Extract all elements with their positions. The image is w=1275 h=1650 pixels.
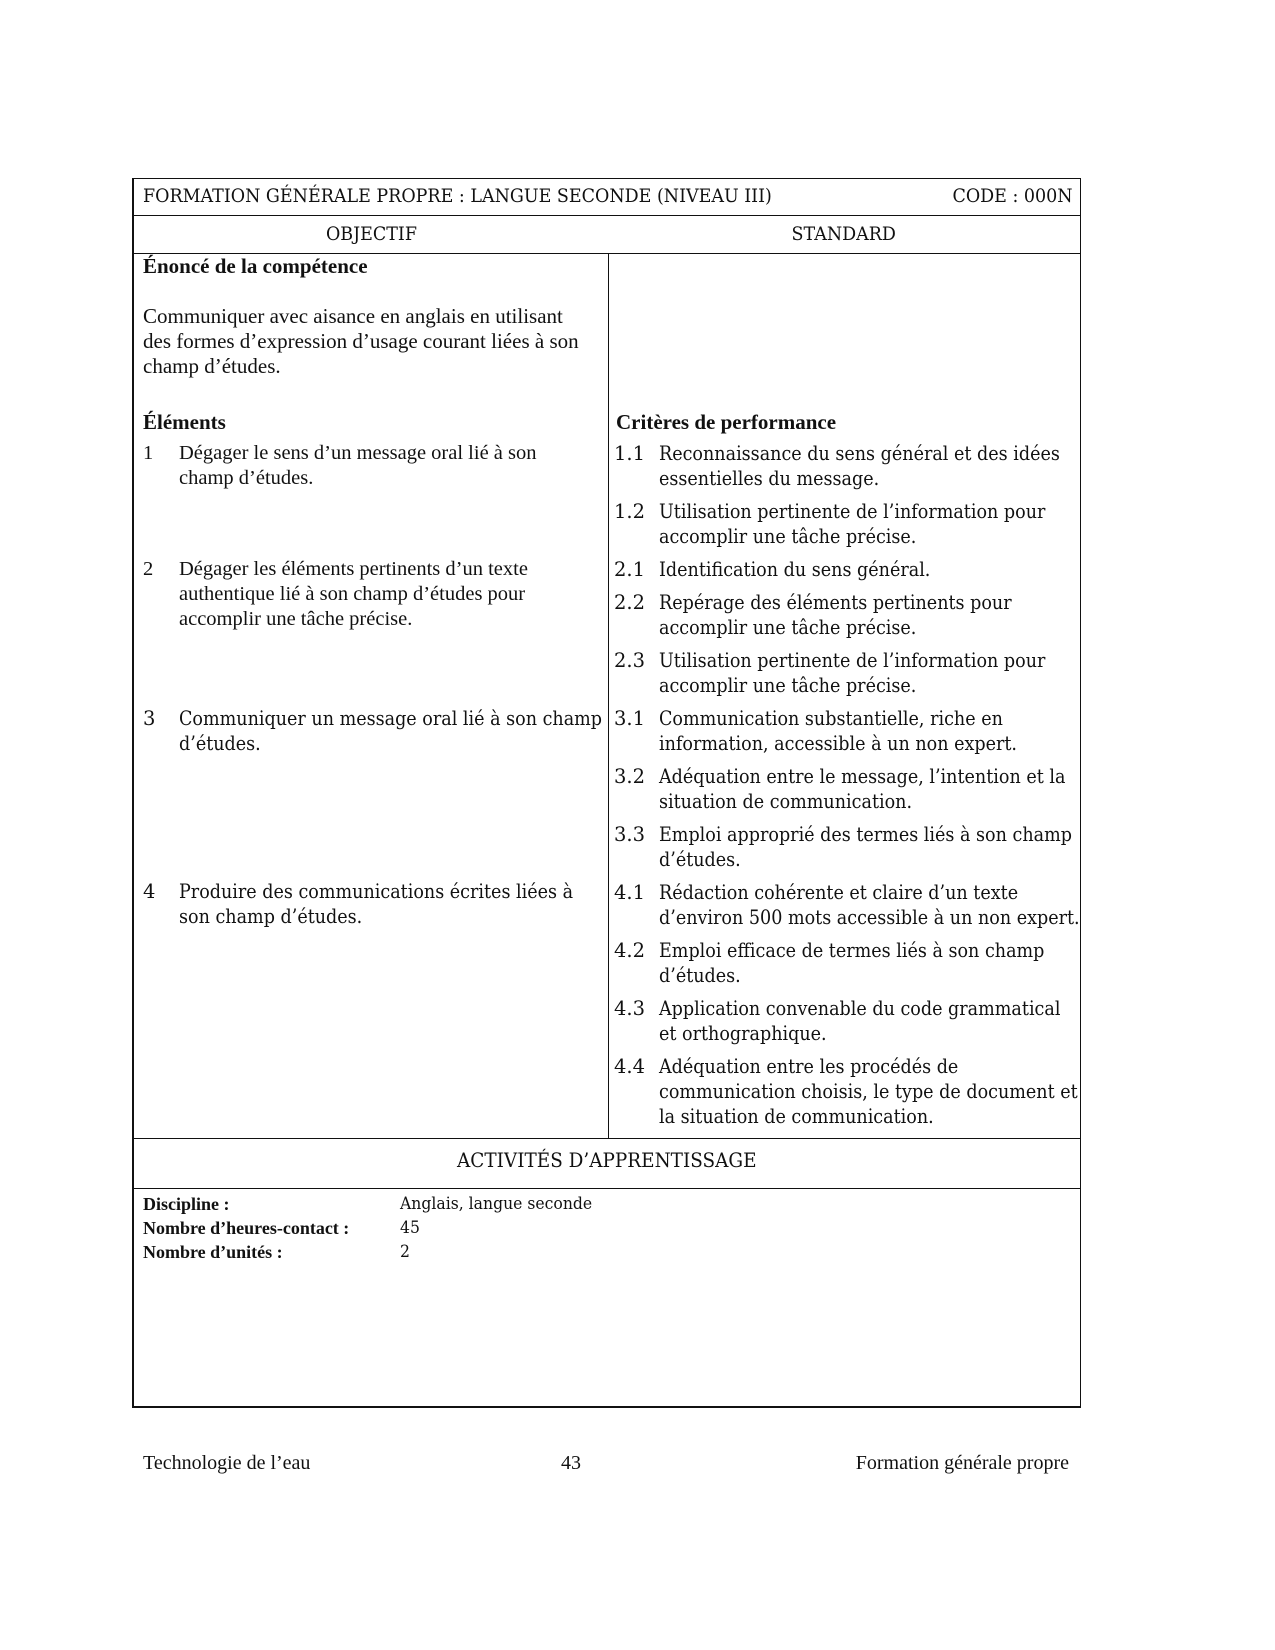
activity-label: Nombre d’heures-contact : <box>143 1218 350 1238</box>
column-header-objective <box>134 216 608 252</box>
criterion-line: accomplir une tâche précise. <box>659 525 917 548</box>
criterion-text <box>659 441 1060 491</box>
criterion-number: 4.2 <box>614 939 646 962</box>
criterion-number: 1.1 <box>614 442 646 465</box>
criterion-line: Repérage des éléments pertinents pour <box>659 591 1012 614</box>
criterion-line: Emploi efficace de termes liés à son champ <box>659 939 1045 962</box>
criterion-text <box>659 1054 1078 1129</box>
competence-line: des formes d’expression d’usage courant liées à son <box>143 329 579 353</box>
divider <box>134 1188 1080 1189</box>
competence-line: champ d’études. <box>143 354 281 378</box>
criterion-number: 3.1 <box>614 707 646 730</box>
criterion-text <box>659 764 1065 814</box>
criterion-item <box>614 938 1072 988</box>
criterion-line: situation de communication. <box>659 790 913 813</box>
criterion-item <box>614 499 1072 549</box>
footer-left: Technologie de l’eau <box>143 1452 311 1474</box>
criterion-number: 2.3 <box>614 649 646 672</box>
criterion-number: 2.1 <box>614 558 646 581</box>
activity-value-text: Anglais, langue seconde <box>400 1194 593 1214</box>
criterion-line: Reconnaissance du sens général et des idées <box>659 442 1060 465</box>
element-number: 2 <box>143 558 154 580</box>
element-line: authentique lié à son champ d’études pour <box>179 583 526 605</box>
criterion-item <box>614 706 1072 756</box>
course-code <box>942 181 1073 211</box>
criterion-number: 3.2 <box>614 765 646 788</box>
criterion-line: Adéquation entre le message, l’intention et la <box>659 765 1066 788</box>
criterion-line: d’environ 500 mots accessible à un non expert. <box>659 906 1080 929</box>
element-item <box>143 879 603 929</box>
criterion-text <box>659 648 1045 698</box>
element-number: 4 <box>143 880 156 903</box>
criterion-item <box>614 648 1072 698</box>
element-text <box>179 706 602 756</box>
activities-heading <box>134 1148 1080 1172</box>
criterion-number: 4.3 <box>614 997 646 1020</box>
criterion-item <box>614 557 1072 582</box>
element-line: Communiquer un message oral lié à son champ <box>179 707 603 730</box>
criterion-line: accomplir une tâche précise. <box>659 616 917 639</box>
element-text <box>179 557 603 632</box>
criterion-line: Emploi approprié des termes liés à son champ <box>659 823 1072 846</box>
criterion-item <box>614 1054 1078 1129</box>
criterion-line: et orthographique. <box>659 1022 827 1045</box>
criterion-text <box>659 938 1044 988</box>
table-title-row <box>143 181 1081 211</box>
criterion-number: 4.1 <box>614 881 646 904</box>
criterion-line: Communication substantielle, riche en <box>659 707 1003 730</box>
activity-value <box>400 1192 609 1216</box>
criterion-item <box>614 822 1072 872</box>
criterion-line: d’études. <box>659 848 741 871</box>
element-text <box>179 879 573 929</box>
criterion-line: Utilisation pertinente de l’information pour <box>659 649 1046 672</box>
activity-row-contact-hours <box>143 1216 422 1240</box>
criteria-heading <box>616 410 836 435</box>
activity-value <box>400 1240 411 1264</box>
criterion-number: 3.3 <box>614 823 646 846</box>
criterion-line: Identification du sens général. <box>659 558 931 581</box>
activity-row-units <box>143 1240 411 1264</box>
page-number: 43 <box>561 1452 581 1474</box>
footer-right: Formation générale propre <box>855 1452 1069 1474</box>
criterion-number: 4.4 <box>614 1055 646 1078</box>
activity-row-discipline <box>143 1192 609 1216</box>
element-item <box>143 557 603 632</box>
criterion-item <box>614 441 1072 491</box>
activity-label: Discipline : <box>143 1194 230 1214</box>
element-number: 1 <box>143 442 154 464</box>
criterion-text <box>659 499 1045 549</box>
activity-label: Nombre d’unités : <box>143 1242 283 1262</box>
activity-value-text: 2 <box>400 1242 410 1262</box>
element-line: Produire des communications écrites liées à <box>179 880 574 903</box>
criterion-item <box>614 764 1072 814</box>
column-header-standard-text: STANDARD <box>791 223 897 245</box>
element-item <box>143 706 603 756</box>
criterion-line: Rédaction cohérente et claire d’un texte <box>659 881 1019 904</box>
activity-value-text: 45 <box>400 1218 420 1238</box>
element-line: accomplir une tâche précise. <box>179 608 413 630</box>
criterion-number: 2.2 <box>614 591 646 614</box>
criterion-line: communication choisis, le type de document et <box>659 1080 1078 1103</box>
element-line: Dégager les éléments pertinents d’un texte <box>179 558 528 580</box>
criterion-text <box>659 590 1031 640</box>
column-divider <box>608 253 609 1139</box>
criterion-number: 1.2 <box>614 500 646 523</box>
competence-statement <box>143 304 579 379</box>
element-number: 3 <box>143 707 156 730</box>
element-line: champ d’études. <box>179 467 314 489</box>
criterion-item <box>614 996 1072 1046</box>
course-code-text: CODE : 000N <box>952 185 1073 207</box>
criterion-line: Adéquation entre les procédés de <box>659 1055 959 1078</box>
criterion-item <box>614 880 1080 930</box>
element-line: d’études. <box>179 732 261 755</box>
criterion-line: essentielles du message. <box>659 467 880 490</box>
elements-heading <box>143 410 226 435</box>
criterion-line: Application convenable du code grammatical <box>659 997 1061 1020</box>
criterion-line: information, accessible à un non expert. <box>659 732 1018 755</box>
element-line: son champ d’études. <box>179 905 363 928</box>
criterion-line: accomplir une tâche précise. <box>659 674 917 697</box>
column-header-objective-text: OBJECTIF <box>325 223 417 245</box>
criterion-item <box>614 590 1072 640</box>
element-text <box>179 441 603 491</box>
competence-line: Communiquer avec aisance en anglais en utilisant <box>143 304 563 328</box>
program-title: FORMATION GÉNÉRALE PROPRE : LANGUE SECONDE (NIVEAU III) <box>143 185 772 207</box>
divider <box>134 1138 1080 1139</box>
criterion-text <box>659 996 1060 1046</box>
column-header-standard <box>608 216 1080 252</box>
criterion-line: Utilisation pertinente de l’information pour <box>659 500 1046 523</box>
activities-heading-text: ACTIVITÉS D’APPRENTISSAGE <box>457 1148 757 1172</box>
element-line: Dégager le sens d’un message oral lié à son <box>179 442 537 464</box>
criterion-text <box>659 706 1031 756</box>
criteria-heading-text: Critères de performance <box>616 410 837 434</box>
elements-heading-text: Éléments <box>143 410 226 434</box>
competence-heading <box>143 254 368 279</box>
competence-heading-text: Énoncé de la compétence <box>143 254 368 278</box>
criterion-text <box>659 880 1080 930</box>
activity-value <box>400 1216 422 1240</box>
element-item <box>143 441 603 491</box>
criterion-line: la situation de communication. <box>659 1105 934 1128</box>
criterion-line: d’études. <box>659 964 741 987</box>
criterion-text <box>659 557 1031 582</box>
criterion-text <box>659 822 1072 872</box>
